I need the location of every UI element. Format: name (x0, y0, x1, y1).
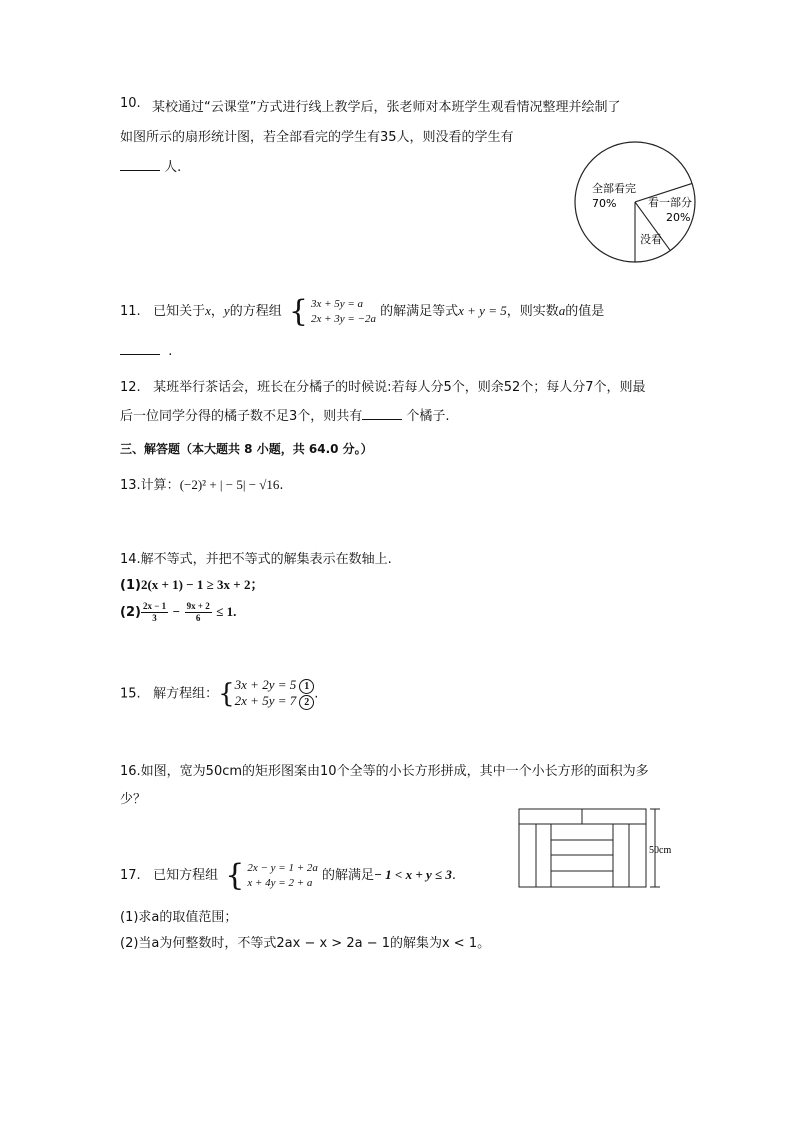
q15-number: 15. (120, 686, 141, 702)
q14-p1-expr: 2(x + 1) − 1 ≥ 3x + 2； (140, 577, 264, 592)
q10-line1: 某校通过“云课堂”方式进行线上教学后，张老师对本班学生观看情况整理并绘制了 (152, 100, 621, 115)
q14-part2 (120, 598, 236, 627)
q17-eq1: 2x − y = 1 + 2a (247, 861, 318, 874)
q14-title: 14.解不等式，并把不等式的解集表示在数轴上. (120, 552, 392, 567)
q11-sep: ， (210, 304, 224, 319)
q13 (120, 474, 284, 493)
brace: { (288, 293, 308, 329)
q10-tail: 人. (164, 160, 182, 175)
q17-text: 已知方程组 (153, 868, 219, 883)
answer-blank[interactable] (120, 158, 160, 171)
q13-label: 13.计算： (120, 478, 180, 493)
q13-expression: (−2)² + | − 5| − √16 (179, 477, 280, 492)
q12-text: 后一位同学分得的橘子数不足3个，则共有 (120, 409, 363, 424)
q12-line2 (120, 405, 450, 424)
denominator: 3 (152, 613, 157, 623)
q17 (120, 858, 456, 893)
brace: { (225, 857, 245, 893)
q15-label: 解方程组： (153, 686, 219, 702)
q14-p1-label: (1) (120, 578, 141, 593)
var-y: y (223, 303, 230, 318)
q15-end: . (314, 686, 319, 702)
q11-eq2: 2x + 3y = −2a (310, 312, 376, 325)
pie-chart (572, 140, 702, 264)
brace: { (218, 679, 235, 709)
var-a: a (558, 303, 566, 318)
q11-answer-line (120, 342, 172, 359)
q11-end: . (168, 344, 173, 359)
q16-line1: 16.如图，宽为50cm的矩形图案由10个全等的小长方形拼成，其中一个小长方形的面积为多 (120, 764, 649, 779)
q15-system (235, 678, 315, 710)
denominator: 6 (195, 613, 201, 623)
rectangle-figure (518, 806, 683, 890)
q17-text: 的解满足 (322, 868, 375, 883)
var-x: x (205, 303, 211, 318)
q17-number: 17. (120, 868, 141, 883)
q17-part1: (1)求a的取值范围； (120, 910, 238, 925)
q13-end: . (279, 478, 284, 493)
q17-eq2: x + 4y = 2 + a (247, 876, 313, 889)
q12-line1 (120, 376, 646, 395)
q14-part1 (120, 574, 263, 593)
q11-condition: x + y = 5 (458, 303, 507, 318)
dimension-label: 50cm (649, 845, 672, 856)
circled-1: 1 (299, 679, 314, 694)
pie-label-all: 全部看完 (592, 182, 636, 195)
q12-number: 12. (120, 380, 141, 395)
q14-p2-label: (2) (120, 605, 141, 620)
q11-text: ，则实数 (506, 304, 559, 319)
q10-answer-line (120, 156, 181, 175)
q11-text: 已知关于 (153, 304, 206, 319)
pie-pct-all: 70% (592, 197, 617, 210)
q11-number: 11. (120, 304, 141, 319)
q12-text: 个橘子. (406, 409, 450, 424)
q12-text: 某班举行茶话会，班长在分橘子的时候说:若每人分5个，则余52个；每人分7个，则最 (153, 380, 646, 395)
q10-number: 10. (120, 96, 141, 111)
q11-text: 的值是 (565, 304, 605, 319)
circled-2: 2 (299, 695, 314, 710)
q11-text: 的方程组 (229, 304, 282, 319)
q10-line2: 如图所示的扇形统计图，若全部看完的学生有35人，则没看的学生有 (120, 130, 514, 145)
pie-label-none: 没看 (640, 233, 662, 246)
pie-pct-part: 20% (666, 211, 691, 224)
q15 (120, 678, 318, 710)
fraction (141, 601, 168, 624)
numerator: 2x − 1 (142, 601, 167, 611)
q15-eq1: 3x + 2y = 5 (234, 677, 297, 692)
q11-text: 的解满足等式 (380, 304, 459, 319)
q14-p2-tail: ≤ 1. (216, 604, 237, 619)
q15-eq2: 2x + 5y = 7 (234, 693, 297, 708)
q11-system (311, 297, 376, 327)
q17-condition: − 1 < x + y ≤ 3 (374, 867, 452, 882)
numerator: 9x + 2 (186, 601, 210, 611)
q11 (120, 294, 604, 329)
minus: − (172, 604, 181, 619)
q17-system (247, 861, 318, 891)
answer-blank[interactable] (362, 407, 402, 420)
q17-part2: (2)当a为何整数时，不等式2ax − x > 2a − 1的解集为x < 1。 (120, 936, 491, 951)
fraction (185, 601, 212, 624)
pie-label-part: 看一部分 (648, 196, 692, 209)
answer-blank[interactable] (120, 342, 160, 355)
q17-end: . (451, 868, 457, 883)
section-title: 三、解答题（本大题共 8 小题，共 64.0 分。） (120, 442, 373, 456)
q16-line2: 少？ (120, 792, 147, 807)
q11-eq1: 3x + 5y = a (310, 297, 364, 310)
